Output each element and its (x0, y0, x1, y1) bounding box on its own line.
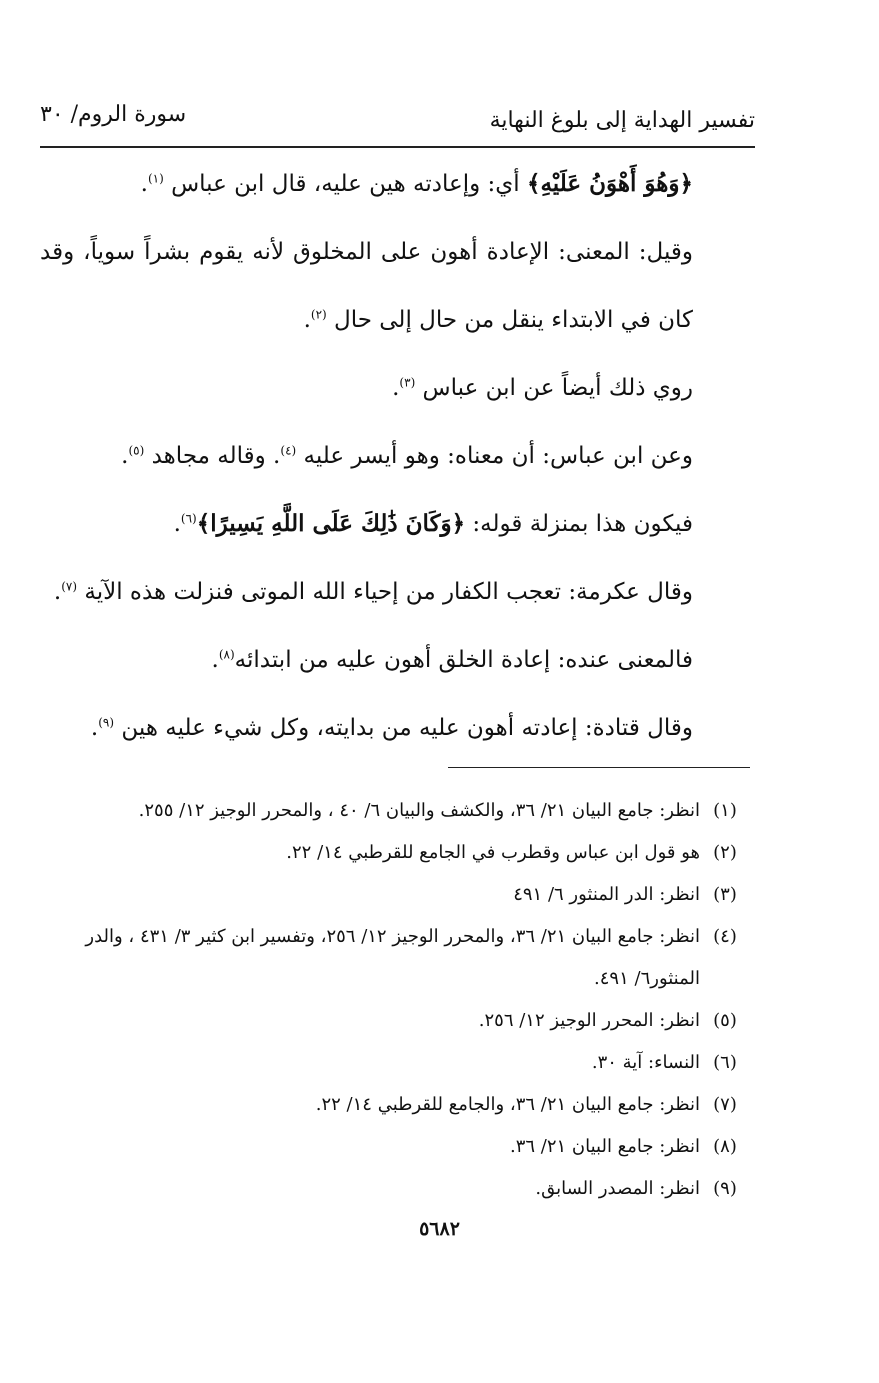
quran-verse: ﴿وَكَانَ ذَٰلِكَ عَلَى اللَّهِ يَسِيرًا﴾ (196, 510, 466, 537)
footnote-ref: (١) (147, 171, 164, 186)
paragraph-3: روي ذلك أيضاً عن ابن عباس $^{(٣)}$. (392, 375, 693, 401)
paragraph-4: وعن ابن عباس: أن معناه: وهو أيسر عليه $^{(٤)}$. وقاله مجاهد $^{(٥)}$. (121, 443, 693, 469)
paragraph-2: وقيل: المعنى: الإعادة أهون على المخلوق لأنه يقوم بشراً سوياً، وقد كان في الابتداء ينقل من حال إلى حال $^{(٢)}$. (40, 239, 693, 333)
book-title: تفسير الهداية إلى بلوغ النهاية (489, 108, 755, 133)
footnote-ref: (٤) (280, 443, 297, 458)
footnote-4: (٤) انظر: جامع البيان ٢١/ ٣٦، والمحرر الوجيز ١٢/ ٢٥٦، وتفسير ابن كثير ٣/ ٤٣١ ، والدر المنثور٦/ ٤٩١. (85, 926, 737, 989)
footnotes (40, 790, 750, 1210)
footnote-ref: (٦) (180, 511, 197, 526)
footnote-2: (٢) هو قول ابن عباس وقطرب في الجامع للقرطبي ١٤/ ٢٢. (286, 842, 737, 863)
page-header (40, 88, 755, 148)
footnote-9: (٩) انظر: المصدر السابق. (535, 1178, 737, 1199)
footnote-ref: (٣) (399, 375, 416, 390)
footnote-ref: (٩) (98, 715, 115, 730)
footnote-ref: (٨) (218, 647, 235, 662)
footnote-7: (٧) انظر: جامع البيان ٢١/ ٣٦، والجامع للقرطبي ١٤/ ٢٢. (315, 1094, 737, 1115)
main-text (40, 150, 755, 762)
footnote-3: (٣) انظر: الدر المنثور ٦/ ٤٩١ (513, 884, 737, 905)
paragraph-6: وقال عكرمة: تعجب الكفار من إحياء الله الموتى فنزلت هذه الآية $^{(٧)}$. (53, 579, 693, 605)
paragraph-8: وقال قتادة: إعادته أهون عليه من بدايته، وكل شيء عليه هين $^{(٩)}$. (90, 715, 693, 741)
footnote-ref: (٢) (310, 307, 327, 322)
surah-reference: سورة الروم/ ٣٠ (40, 102, 187, 127)
paragraph-1: ﴿وَهُوَ أَهْوَنُ عَلَيْهِ﴾ أي: وإعادته هين عليه، قال ابن عباس $^{(١)}$. (140, 170, 693, 197)
quran-verse: ﴿وَهُوَ أَهْوَنُ عَلَيْهِ﴾ (527, 170, 693, 197)
footnote-ref: (٥) (128, 443, 145, 458)
footnote-6: (٦) النساء: آية ٣٠. (591, 1052, 737, 1073)
paragraph-7: فالمعنى عنده: إعادة الخلق أهون عليه من ابتدائه$^{(٨)}$. (211, 647, 693, 673)
footnote-8: (٨) انظر: جامع البيان ٢١/ ٣٦. (509, 1136, 737, 1157)
footnote-separator (448, 767, 750, 768)
page-number: ٥٦٨٢ (419, 1218, 460, 1240)
footnote-ref: (٧) (61, 579, 78, 594)
footnote-5: (٥) انظر: المحرر الوجيز ١٢/ ٢٥٦. (478, 1010, 737, 1031)
footnote-1: (١) انظر: جامع البيان ٢١/ ٣٦، والكشف والبيان ٦/ ٤٠ ، والمحرر الوجيز ١٢/ ٢٥٥. (138, 800, 737, 821)
paragraph-5: فيكون هذا بمنزلة قوله: ﴿وَكَانَ ذَٰلِكَ عَلَى اللَّهِ يَسِيرًا﴾$^{(٦)}$. (173, 510, 693, 537)
